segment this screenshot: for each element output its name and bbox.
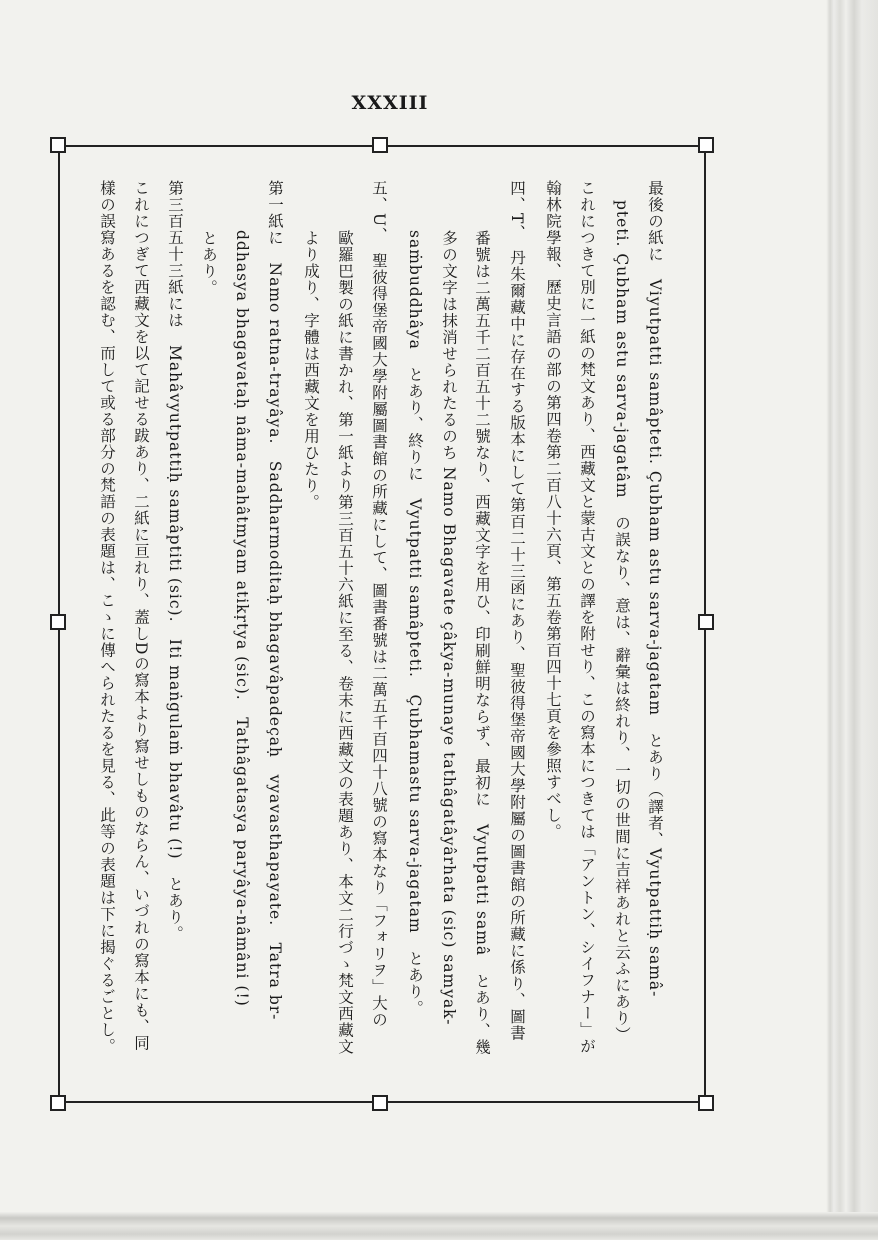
- resize-handle-middle-right[interactable]: [698, 614, 714, 630]
- resize-handle-bottom-center[interactable]: [372, 1095, 388, 1111]
- text-column: より成り、字體は西藏文を用ひたり。: [302, 230, 320, 511]
- text-column: 歐羅巴製の紙に書かれ、第一紙より第三百五十六紙に至る、卷末に西藏文の表題あり、本文二行づゝ梵文西藏文: [336, 230, 354, 1055]
- page-edge-shadow: [826, 0, 878, 1240]
- text-column: 番號は二萬五千二百五十二號なり、西藏文字を用ひ、印刷鮮明ならず、最初に Vyutpatti samâ とあり、幾: [473, 230, 491, 1056]
- text-column: これにつぎて西藏文を以て記せる跋あり、二紙に亘れり、蓋しDの寫本より寫せしものならん、いづれの寫本にも、同: [132, 180, 150, 1052]
- resize-handle-middle-left[interactable]: [50, 614, 66, 630]
- text-column: ddhasya bhagavataḥ nâma-mahâtmyam atikṛtya (sic). Tathâgatasya paryâya-nâmâni (!): [233, 230, 251, 1007]
- text-column: 第一紙に Namo ratna-trayâya. Saddharmoditaḥ bhagavâpadeçaḥ vyavasthapayate. Tatra br-: [266, 180, 284, 1021]
- page-text-body: [66, 180, 666, 1080]
- page-bottom-edge: [0, 1212, 878, 1240]
- text-column: 最後の紙に Viyutpatti samâpteti. Çubham astu sarva-jagatam とあり（譯者、Vyutpattiḥ samâ-: [646, 180, 664, 998]
- resize-handle-top-right[interactable]: [698, 137, 714, 153]
- text-column: 第三百五十三紙には Mahâvyutpattiḥ samâptiti (sic). Iti maṅgulaṁ bhavâtu (!) とあり。: [166, 180, 184, 943]
- text-column: これにつきて別に一紙の梵文あり、西藏文と蒙古文との譯を附せり、この寫本につきては「アントン、シイフナー」が: [578, 180, 596, 1055]
- text-column: pteti. Çubham astu sarva-jagatâm の誤なり、意は、辭彙は終れり、一切の世間に吉祥あれと云ふにあり）: [613, 200, 631, 1044]
- resize-handle-bottom-left[interactable]: [50, 1095, 66, 1111]
- text-column: とあり。: [200, 230, 218, 296]
- resize-handle-bottom-right[interactable]: [698, 1095, 714, 1111]
- text-column: saṁbuddhâya とあり、終りに Vyutpatti samâpteti. Çubhamastu sarva-jagatam とあり。: [406, 230, 424, 1017]
- text-column: 五、U、 聖彼得堡帝國大學附屬圖書館の所藏にして、圖書番號は二萬五千百四十八號の寫本なり「フォリヲ」大の: [370, 180, 388, 1028]
- text-column: 多の文字は抹消せられたるのち Namo Bhagavate çâkya-munaye tathâgatâyârhata (sic) samyak-: [440, 230, 458, 1026]
- text-column: 四、T、 丹朱爾藏中に存在する版本にして第百二十三函にあり、聖彼得堡帝國大學附屬の圖書館の所藏に係り、圖書: [508, 180, 526, 1042]
- text-column: 樣の誤寫あるを認む、而して或る部分の梵語の表題は、こゝに傳へられたるを見る、此等の表題は下に揭ぐるごとし。: [98, 180, 116, 1055]
- text-column: 翰林院學報、歷史言語の部の第四卷第二百八十六頁、第五卷第百四十七頁を參照すべし。: [544, 180, 562, 840]
- page-number: XXXIII: [351, 92, 429, 114]
- resize-handle-top-left[interactable]: [50, 137, 66, 153]
- resize-handle-top-center[interactable]: [372, 137, 388, 153]
